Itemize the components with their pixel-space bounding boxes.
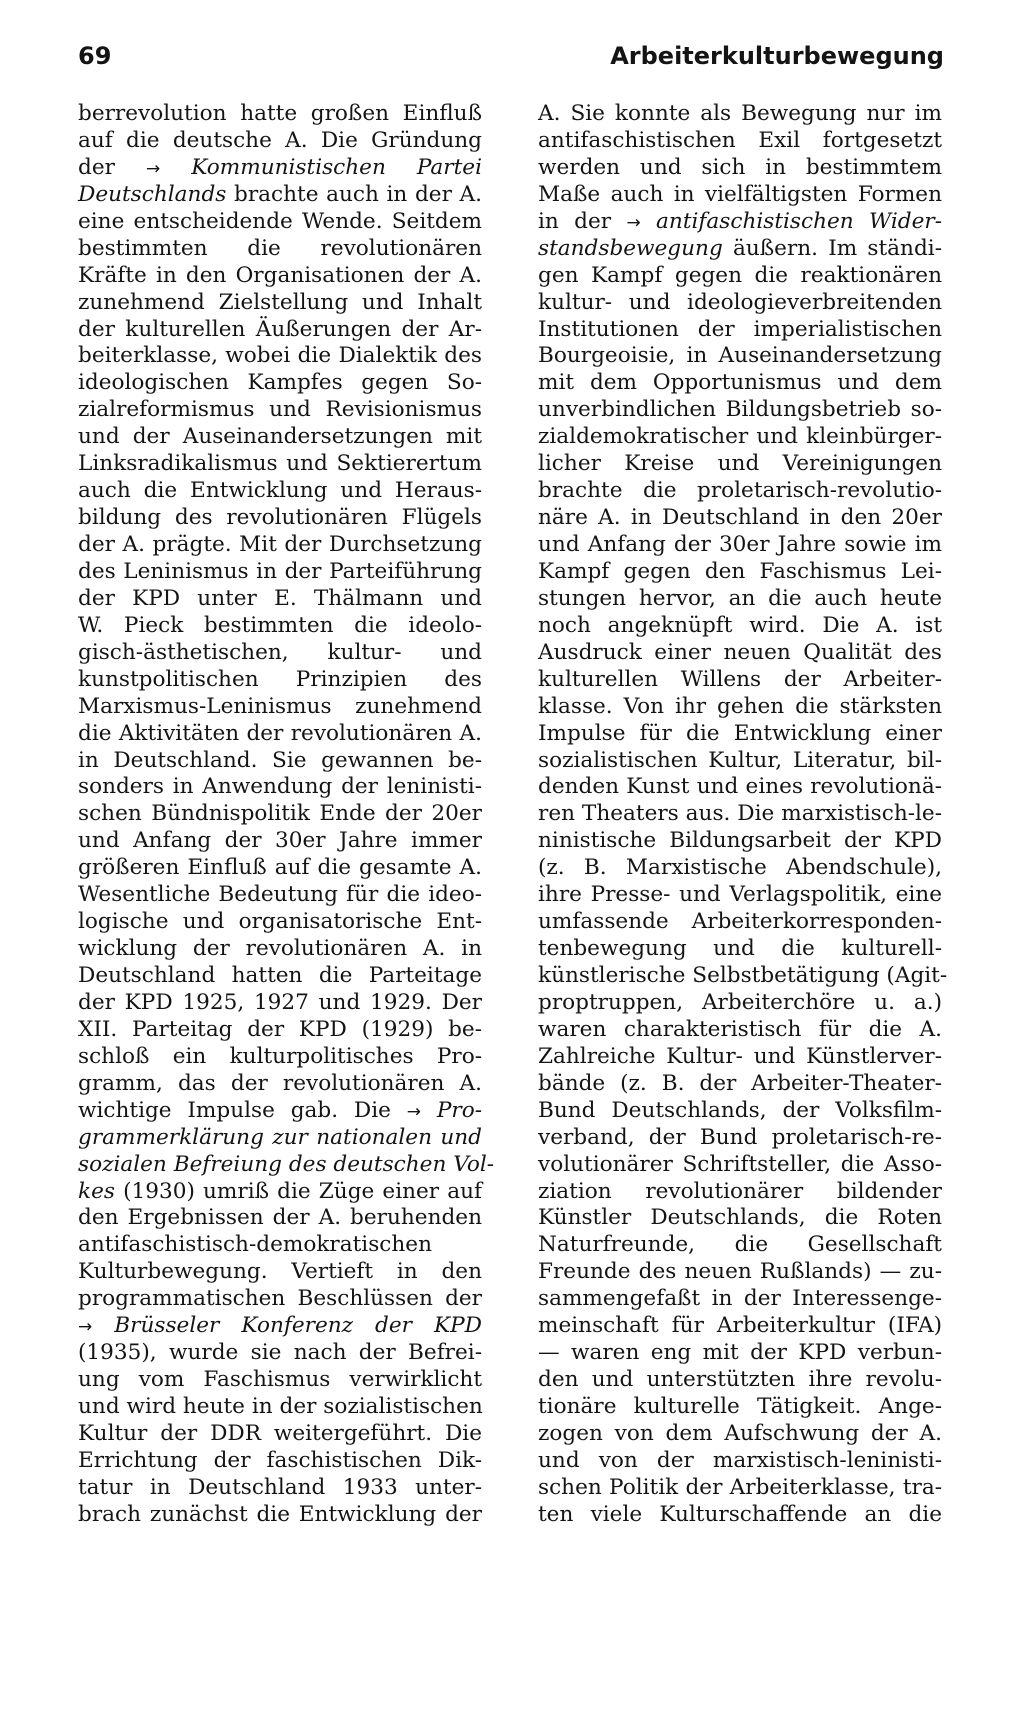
line-text: proptruppen, Arbeiterchöre u. a.) [538, 989, 942, 1015]
line-text: ihre Presse- und Verlagspolitik, eine [538, 882, 942, 908]
text-line [78, 1502, 482, 1529]
line-text: der KPD 1925, 1927 und 1929. Der [78, 989, 482, 1015]
line-text: Deutschland hatten die Parteitage [78, 963, 482, 988]
text-line [538, 801, 942, 828]
text-line [78, 1475, 482, 1502]
text-line [78, 1367, 482, 1394]
line-text: und wird heute in der sozialistischen [78, 1394, 483, 1419]
line-text: tatur in Deutschland 1933 unter- [78, 1474, 482, 1500]
text-line [78, 1421, 482, 1448]
line-text: schen Bündnispolitik Ende der 20er [78, 801, 482, 827]
text-line [538, 1071, 942, 1098]
text-line [78, 1340, 482, 1367]
text-line [538, 451, 942, 478]
line-text: meinschaft für Arbeiterkultur (IFA) [538, 1313, 942, 1339]
text-line [78, 1394, 482, 1421]
line-text: Maße auch in vielfältigsten Formen [538, 181, 942, 207]
text-line [538, 290, 942, 317]
text-line [538, 478, 942, 505]
text-line [78, 236, 482, 263]
text-line [538, 532, 942, 559]
line-text: waren charakteristisch für die A. [538, 1016, 942, 1042]
text-line [538, 990, 942, 1017]
text-line [78, 1125, 482, 1152]
line-text: der A. prägte. Mit der Durchsetzung [78, 532, 482, 557]
text-line [538, 748, 942, 775]
line-text: gisch-ästhetischen, kultur- und [78, 639, 482, 665]
line-text: der [78, 154, 146, 180]
text-line [538, 1044, 942, 1071]
text-line [538, 1232, 942, 1259]
text-line [538, 586, 942, 613]
line-text: antifaschistischen Exil fortgesetzt [538, 127, 942, 153]
line-text: sozialistischen Kultur, Literatur, bil- [538, 747, 942, 773]
line-text: bestimmten die revolutionären [78, 235, 482, 261]
line-text: des Leninismus in der Parteiführung [78, 558, 482, 584]
line-text: verband, der Bund proletarisch-re- [538, 1124, 942, 1150]
text-line [538, 1340, 942, 1367]
text-line [78, 343, 482, 370]
cross-reference-term: antifaschistischen Wider- [656, 208, 942, 234]
line-text: der kulturellen Äußerungen der Ar- [78, 316, 482, 342]
text-line [78, 128, 482, 155]
line-text: gramm, das der revolutionären A. [78, 1070, 482, 1096]
text-line [78, 532, 482, 559]
text-line [538, 936, 942, 963]
cross-reference-arrow-icon: → [78, 1317, 93, 1338]
line-text: zialdemokratischer und kleinbürger- [538, 424, 942, 450]
line-text: der KPD unter E. Thälmann und [78, 585, 482, 611]
text-line [78, 613, 482, 640]
line-text: tenbewegung und die kulturell- [538, 936, 942, 962]
line-text: auch die Entwicklung und Heraus- [78, 478, 482, 504]
line-text: bände (z. B. der Arbeiter-Theater- [538, 1070, 942, 1096]
text-line [78, 559, 482, 586]
cross-reference-arrow-icon: → [406, 1101, 422, 1122]
text-line [78, 1205, 482, 1232]
line-text: den und unterstützten ihre revolu- [538, 1367, 942, 1393]
line-text: und von der marxistisch-leninisti- [538, 1447, 942, 1473]
cross-reference-term: sozialen Befreiung des deutschen Vol- [78, 1151, 495, 1177]
text-line [78, 1259, 482, 1286]
line-text: gen Kampf gegen die reaktionären [538, 262, 942, 288]
text-line [78, 505, 482, 532]
line-text: und Anfang der 30er Jahre sowie im [538, 532, 942, 557]
line-text: ziation revolutionärer bildender [538, 1178, 942, 1204]
line-text: Bourgeoisie, in Auseinandersetzung [538, 343, 942, 369]
line-text: ideologischen Kampfes gegen So- [78, 370, 482, 396]
text-line [78, 370, 482, 397]
text-line [78, 936, 482, 963]
line-text-continued: brachte auch in der A. [226, 181, 482, 207]
text-line [78, 101, 482, 128]
text-line [78, 451, 482, 478]
line-text: den Ergebnissen der A. beruhenden [78, 1205, 482, 1231]
line-text: Kulturbewegung. Vertieft in den [78, 1259, 482, 1285]
line-text: unverbindlichen Bildungsbetrieb so- [538, 397, 942, 423]
text-line [538, 1017, 942, 1044]
text-line [78, 721, 482, 748]
line-text: ren Theaters aus. Die marxistisch-le- [538, 801, 942, 827]
line-text: Kultur der DDR weitergeführt. Die [78, 1420, 482, 1446]
text-line [78, 1044, 482, 1071]
line-text: (1935), wurde sie nach der Befrei- [78, 1340, 482, 1366]
line-text: Zahlreiche Kultur- und Künstlerver- [538, 1043, 942, 1069]
line-text: künstlerische Selbstbetätigung (Agit- [538, 963, 948, 988]
text-line [78, 909, 482, 936]
cross-reference-arrow-icon: → [626, 212, 641, 233]
text-line [538, 1367, 942, 1394]
text-line [538, 774, 942, 801]
text-line [538, 1448, 942, 1475]
text-line [538, 155, 942, 182]
text-line [538, 559, 942, 586]
text-line [538, 263, 942, 290]
text-line [78, 990, 482, 1017]
text-line [538, 1286, 942, 1313]
text-line [78, 155, 482, 182]
text-line [538, 128, 942, 155]
text-line [78, 424, 482, 451]
line-text: größeren Einfluß auf die gesamte A. [78, 855, 482, 881]
text-line [78, 801, 482, 828]
text-line [538, 505, 942, 532]
text-line [538, 963, 948, 990]
cross-reference-term: Pro- [436, 1097, 482, 1123]
cross-reference-term: grammerklärung zur nationalen und [78, 1124, 482, 1150]
line-text: Marxismus-Leninismus zunehmend [78, 693, 482, 719]
text-line [78, 1071, 482, 1098]
line-text: auf die deutsche A. Die Gründung [78, 127, 482, 153]
text-line [78, 586, 482, 613]
line-text: eine entscheidende Wende. Seitdem [78, 208, 482, 234]
line-text: Bund Deutschlands, der Volksfilm- [538, 1097, 942, 1123]
text-line [538, 424, 942, 451]
line-text: logische und organisatorische Ent- [78, 909, 482, 935]
line-text: sammengefaßt in der Interessenge- [538, 1286, 942, 1312]
text-line [78, 1313, 482, 1340]
text-line [78, 1098, 482, 1125]
text-line [538, 1152, 942, 1179]
text-line [538, 397, 942, 424]
text-line [78, 694, 482, 721]
text-line [538, 1475, 942, 1502]
line-text: antifaschistisch-demokratischen [78, 1232, 432, 1258]
text-line [78, 317, 482, 344]
text-line [538, 1421, 942, 1448]
text-line [538, 640, 942, 667]
line-text: ten viele Kulturschaffende an die [538, 1501, 942, 1527]
line-text: wichtige Impulse gab. Die [78, 1097, 407, 1123]
line-text: (z. B. Marxistische Abendschule), [538, 855, 942, 881]
line-text: W. Pieck bestimmten die ideolo- [78, 612, 482, 638]
text-line [538, 343, 942, 370]
text-line [538, 1205, 942, 1232]
text-line [538, 236, 942, 263]
text-line [78, 263, 482, 290]
line-text: — waren eng mit der KPD verbun- [538, 1340, 942, 1366]
text-line [538, 370, 942, 397]
text-line [538, 667, 942, 694]
line-text: zialreformismus und Revisionismus [78, 397, 482, 423]
text-line [538, 613, 942, 640]
text-line [78, 1232, 482, 1259]
text-line [78, 828, 482, 855]
text-line [78, 1286, 482, 1313]
line-text: brachte die proletarisch-revolutio- [538, 478, 942, 504]
text-line [78, 1179, 482, 1206]
cross-reference-term: kes [78, 1178, 115, 1204]
text-line [538, 694, 942, 721]
line-text: tionäre kulturelle Tätigkeit. Ange- [538, 1394, 942, 1419]
line-text: näre A. in Deutschland in den 20er [538, 505, 942, 531]
text-line [538, 1125, 942, 1152]
line-text: und Anfang der 30er Jahre immer [78, 828, 482, 854]
line-text: Errichtung der faschistischen Dik- [78, 1447, 482, 1473]
line-text: mit dem Opportunismus und dem [538, 370, 942, 396]
line-text: Wesentliche Bedeutung für die ideo- [78, 882, 482, 908]
line-text: die Aktivitäten der revolutionären A. [78, 720, 482, 746]
line-text: Freunde des neuen Rußlands) — zu- [538, 1259, 942, 1285]
line-text: Impulse für die Entwicklung einer [538, 720, 942, 746]
text-line [538, 1394, 942, 1421]
text-line [78, 290, 482, 317]
line-text: Kräfte in den Organisationen der A. [78, 262, 482, 288]
line-text: klasse. Von ihr gehen die stärksten [538, 693, 942, 719]
cross-reference-term: Brüsseler Konferenz der KPD [114, 1313, 482, 1339]
text-line [538, 828, 942, 855]
line-text: sonders in Anwendung der leninisti- [78, 774, 482, 800]
text-line [538, 1259, 942, 1286]
text-line [78, 1448, 482, 1475]
line-text: und der Auseinandersetzungen mit [78, 424, 482, 450]
text-line [538, 317, 942, 344]
text-line [538, 182, 942, 209]
line-text: werden und sich in bestimmtem [538, 154, 942, 180]
text-line [78, 1017, 482, 1044]
line-text: volutionärer Schriftsteller, die Asso- [538, 1151, 942, 1177]
line-text-continued: (1930) umriß die Züge einer auf [114, 1178, 482, 1204]
text-line [78, 882, 482, 909]
text-line [538, 909, 942, 936]
text-line [78, 774, 482, 801]
text-line [78, 478, 482, 505]
line-text: Kampf gegen den Faschismus Lei- [538, 558, 942, 584]
line-text: schen Politik der Arbeiterklasse, tra- [538, 1474, 942, 1500]
text-line [78, 640, 482, 667]
line-text: bildung des revolutionären Flügels [78, 505, 482, 531]
line-text: wicklung der revolutionären A. in [78, 936, 482, 962]
line-text: brach zunächst die Entwicklung der [78, 1501, 482, 1527]
line-text: kunstpolitischen Prinzipien des [78, 666, 482, 692]
line-text: umfassende Arbeiterkorresponden- [538, 909, 942, 935]
line-text: berrevolution hatte großen Einfluß [78, 101, 482, 126]
text-line [538, 209, 942, 236]
text-line [78, 1151, 495, 1179]
line-text: Linksradikalismus und Sektierertum [78, 451, 482, 477]
text-line [538, 882, 942, 909]
line-text: programmatischen Beschlüssen der [78, 1286, 482, 1312]
cross-reference-term: Kommunistischen Partei [191, 154, 482, 180]
running-header [78, 42, 944, 82]
line-text: ung vom Faschismus verwirklicht [78, 1367, 482, 1393]
line-text: Naturfreunde, die Gesellschaft [538, 1232, 942, 1258]
text-line [538, 721, 942, 748]
text-line [538, 1098, 942, 1125]
line-text: XII. Parteitag der KPD (1929) be- [78, 1016, 482, 1042]
text-line [78, 963, 482, 990]
text-line [78, 855, 482, 882]
line-text: Künstler Deutschlands, die Roten [538, 1205, 942, 1231]
line-text: Institutionen der imperialistischen [538, 316, 942, 342]
text-line [78, 182, 482, 209]
text-line [78, 209, 482, 236]
line-text: Ausdruck einer neuen Qualität des [538, 639, 942, 665]
text-line [538, 1313, 942, 1340]
left-text-column [78, 101, 495, 1529]
line-text: noch angeknüpft wird. Die A. ist [538, 612, 942, 638]
line-text: schloß ein kulturpolitisches Pro- [78, 1043, 482, 1069]
right-text-column [538, 101, 948, 1529]
line-text-continued: äußern. Im ständi- [722, 235, 942, 261]
line-text: ninistische Bildungsarbeit der KPD [538, 828, 942, 854]
text-line [538, 1502, 942, 1529]
line-text: denden Kunst und eines revolutionä- [538, 774, 942, 800]
line-text: kulturellen Willens der Arbeiter- [538, 666, 942, 692]
line-text: A. Sie konnte als Bewegung nur im [538, 101, 942, 126]
line-text: zogen von dem Aufschwung der A. [538, 1420, 942, 1446]
text-line [78, 667, 482, 694]
line-text: in der [538, 208, 627, 234]
line-text: in Deutschland. Sie gewannen be- [78, 747, 482, 773]
line-text: kultur- und ideologieverbreitenden [538, 289, 942, 315]
page-number: 69 [78, 42, 112, 70]
cross-reference-term: standsbewegung [538, 235, 723, 261]
cross-reference-term: Deutschlands [78, 181, 227, 207]
text-line [78, 748, 482, 775]
text-line [538, 101, 942, 128]
text-line [538, 855, 942, 882]
line-text: stungen hervor, an die auch heute [538, 585, 942, 611]
header-keyword: Arbeiterkulturbewegung [610, 42, 944, 70]
cross-reference-arrow-icon: → [145, 158, 161, 179]
text-line [538, 1179, 942, 1206]
line-text: zunehmend Zielstellung und Inhalt [78, 289, 482, 315]
line-text: beiterklasse, wobei die Dialektik des [78, 343, 482, 369]
text-line [78, 397, 482, 424]
line-text: licher Kreise und Vereinigungen [538, 451, 942, 477]
